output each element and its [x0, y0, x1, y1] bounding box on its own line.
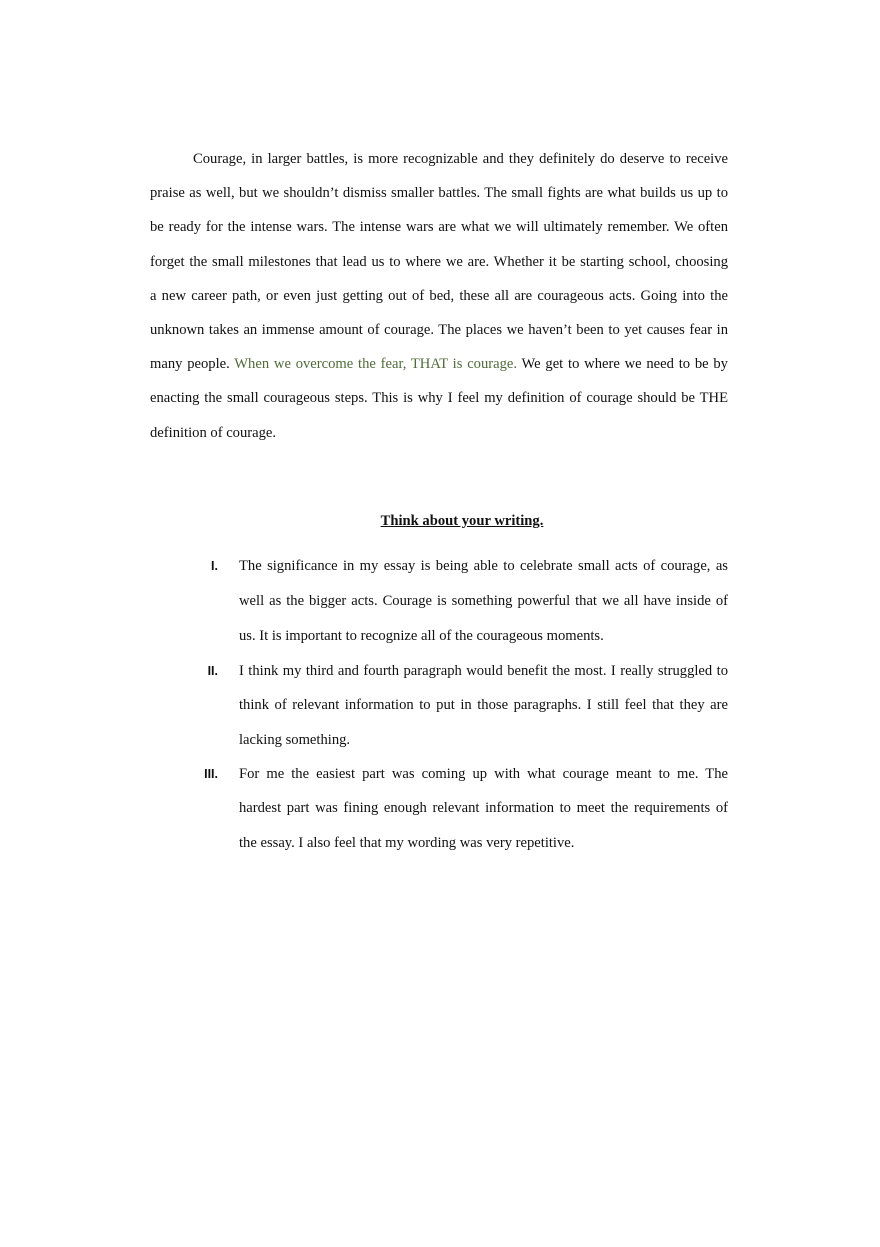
list-item-line: For me the easiest part was coming up with what courage meant to me. The: [239, 766, 728, 782]
section-heading: Think about your writing.: [380, 513, 544, 529]
paragraph-line: unknown takes an immense amount of courage. The places we haven’t been to yet causes fear in: [150, 322, 728, 338]
paragraph-line: a new career path, or even just getting out of bed, these all are courageous acts. Going into the: [150, 288, 728, 304]
list-item-line: lacking something.: [239, 732, 351, 748]
list-numeral: II.: [207, 664, 218, 678]
paragraph-line: forget the small milestones that lead us to where we are. Whether it be starting school, choosing: [150, 254, 728, 270]
paragraph-line: enacting the small courageous steps. This is why I feel my definition of courage should be THE: [150, 390, 728, 406]
list-item-line: us. It is important to recognize all of the courageous moments.: [239, 628, 604, 644]
list-item-line: the essay. I also feel that my wording was very repetitive.: [239, 835, 575, 851]
text: many people.: [150, 356, 235, 372]
list-item-line: think of relevant information to put in those paragraphs. I still feel that they are: [239, 697, 728, 713]
list-item-line: well as the bigger acts. Courage is something powerful that we all have inside of: [239, 593, 728, 609]
list-numeral: I.: [211, 559, 218, 573]
list-item-line: I think my third and fourth paragraph would benefit the most. I really struggled to: [239, 663, 728, 679]
text: We get to where we need to be by: [517, 356, 728, 372]
paragraph-line: Courage, in larger battles, is more recognizable and they definitely do deserve to receive: [193, 151, 728, 167]
list-numeral: III.: [204, 767, 218, 781]
paragraph-line: [150, 354, 728, 374]
highlighted-sentence: When we overcome the fear, THAT is courage.: [234, 356, 518, 372]
paragraph-line: definition of courage.: [150, 425, 277, 441]
paragraph-line: praise as well, but we shouldn’t dismiss smaller battles. The small fights are what builds us up to: [150, 185, 728, 201]
list-item-line: hardest part was fining enough relevant information to meet the requirements of: [239, 800, 728, 816]
list-item-line: The significance in my essay is being able to celebrate small acts of courage, as: [239, 558, 728, 574]
paragraph-line: be ready for the intense wars. The intense wars are what we will ultimately remember. We often: [150, 219, 728, 235]
